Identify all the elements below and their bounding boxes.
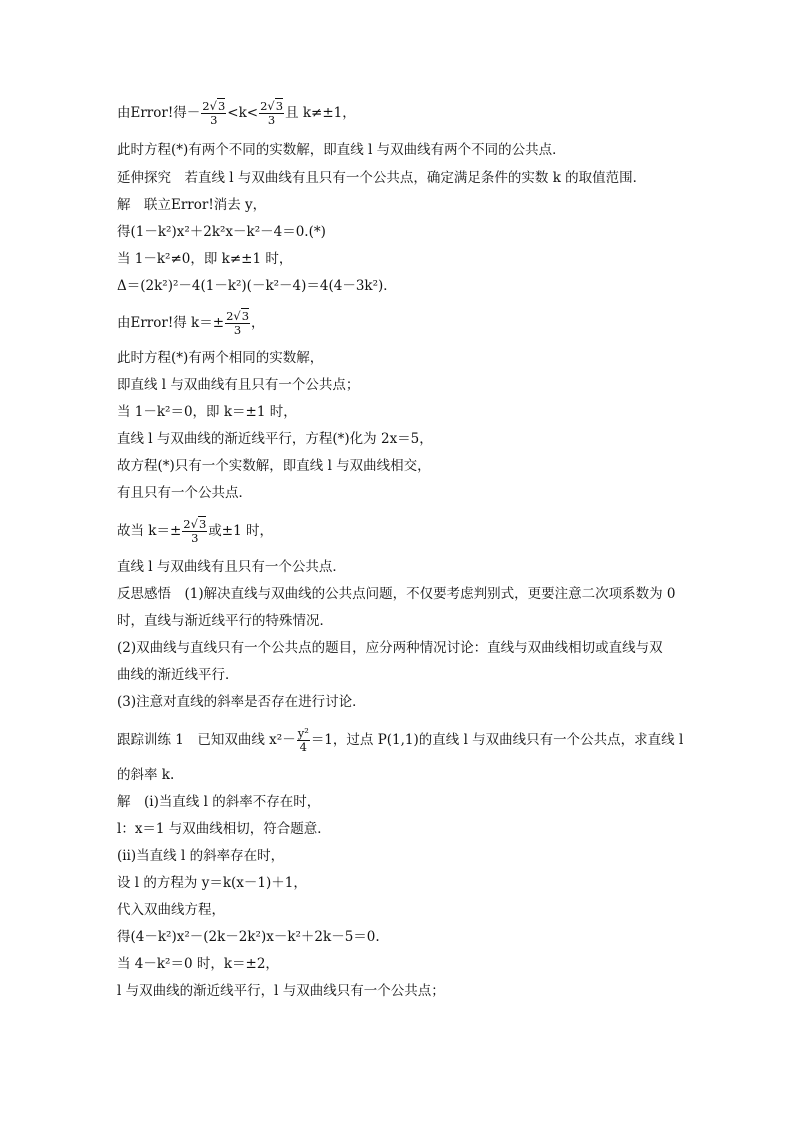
text-line-19: (2)双曲线与直线只有一个公共点的题目，应分两种情况讨论：直线与双曲线相切或直线与双 — [117, 640, 663, 656]
line-22-part-a: 跟踪训练 1 已知双曲线 x²－ — [117, 732, 296, 748]
text-line-4: 解 联立Error!消去 y， — [117, 197, 267, 213]
fraction-2sqrt3-over-3-d: $\frac{2√3}{3}$ — [183, 517, 207, 545]
fraction-2sqrt3-over-3: $\frac{2√3}{3}$ — [202, 99, 226, 127]
text-line-17: 反思感悟 (1)解决直线与双曲线的公共点问题，不仅要考虑判别式，更要注意二次项系数为 0 — [117, 586, 676, 602]
line-1-part-a: 由Error!得－ — [117, 105, 201, 121]
text-line-20: 曲线的渐近线平行． — [117, 667, 239, 683]
text-line-30: 当 4－k²＝0 时，k＝±2， — [117, 956, 279, 972]
text-line-18: 时，直线与渐近线平行的特殊情况． — [117, 613, 333, 629]
text-line-28: 代入双曲线方程， — [117, 902, 225, 918]
text-line-10: 即直线 l 与双曲线有且只有一个公共点； — [117, 377, 360, 393]
text-line-3: 延伸探究 若直线 l 与双曲线有且只有一个公共点，确定满足条件的实数 k 的取值范围． — [117, 170, 647, 186]
line-1-part-b: <k< — [227, 105, 259, 121]
line-15-part-a: 故当 k＝± — [117, 523, 182, 539]
text-line-9: 此时方程(*)有两个相同的实数解， — [117, 350, 324, 366]
text-line-26: (ⅱ)当直线 l 的斜率存在时， — [117, 848, 285, 864]
text-line-12: 直线 l 与双曲线的渐近线平行，方程(*)化为 2x＝5， — [117, 431, 433, 447]
text-line-13: 故方程(*)只有一个实数解，即直线 l 与双曲线相交， — [117, 458, 431, 474]
line-15-part-b: 或±1 时， — [208, 523, 273, 539]
line-1-part-c: 且 k≠±1， — [285, 105, 356, 121]
line-8-part-a: 由Error!得 k＝± — [117, 315, 225, 331]
text-line-22 — [117, 726, 684, 754]
text-line-5: 得(1－k²)x²＋2k²x－k²－4＝0.(*) — [117, 224, 326, 240]
text-line-14: 有且只有一个公共点． — [117, 485, 252, 501]
text-line-6: 当 1－k²≠0，即 k≠±1 时， — [117, 251, 293, 267]
text-line-11: 当 1－k²＝0，即 k＝±1 时， — [117, 404, 297, 420]
text-line-25: l：x＝1 与双曲线相切，符合题意． — [117, 821, 331, 837]
fraction-2sqrt3-over-3-b: $\frac{2√3}{3}$ — [260, 99, 284, 127]
fraction-y2-over-4: $\frac{\text{y²}}{4}$ — [297, 726, 309, 754]
text-line-15 — [117, 518, 677, 545]
text-line-31: l 与双曲线的渐近线平行，l 与双曲线只有一个公共点； — [117, 983, 445, 999]
text-line-2: 此时方程(*)有两个不同的实数解，即直线 l 与双曲线有两个不同的公共点． — [117, 142, 566, 158]
text-line-16: 直线 l 与双曲线有且只有一个公共点． — [117, 559, 346, 575]
text-line-23: 的斜率 k. — [117, 767, 175, 783]
text-line-27: 设 l 的方程为 y＝k(x－1)＋1， — [117, 875, 307, 891]
text-line-7: Δ＝(2k²)²－4(1－k²)(－k²－4)＝4(4－3k²)． — [117, 278, 397, 294]
line-22-part-b: ＝1，过点 P(1,1)的直线 l 与双曲线只有一个公共点，求直线 l — [310, 732, 684, 748]
text-line-1 — [117, 100, 677, 127]
text-line-29: 得(4－k²)x²－(2k－2k²)x－k²＋2k－5＝0. — [117, 929, 380, 945]
line-8-part-b: ， — [251, 315, 265, 331]
fraction-2sqrt3-over-3-c: $\frac{2√3}{3}$ — [226, 309, 250, 337]
text-line-21: (3)注意对直线的斜率是否存在进行讨论． — [117, 694, 366, 710]
text-line-24: 解 (ⅰ)当直线 l 的斜率不存在时， — [117, 794, 321, 810]
text-line-8 — [117, 310, 677, 337]
